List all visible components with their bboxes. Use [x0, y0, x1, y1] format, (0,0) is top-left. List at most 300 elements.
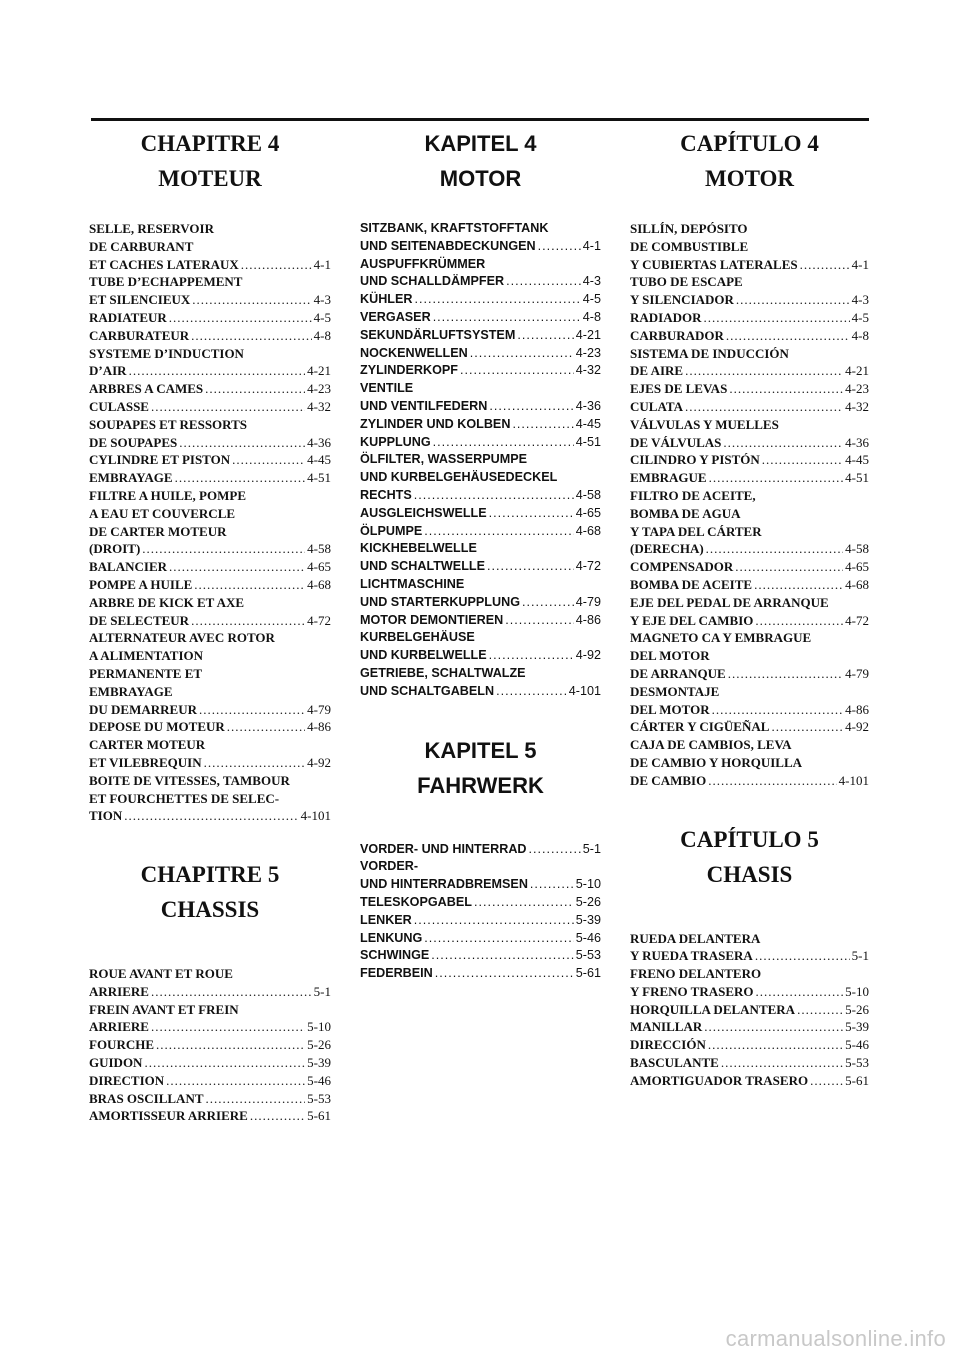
toc-entry-page: 5-53 — [307, 1090, 331, 1106]
toc-entry-page: 5-61 — [307, 1108, 331, 1124]
toc-entry-page: 5-39 — [575, 912, 601, 927]
toc-entry-page: 4-1 — [313, 256, 331, 272]
dot-leader — [489, 398, 573, 416]
toc-entry-page: 5-10 — [845, 983, 869, 999]
dot-leader — [124, 807, 298, 825]
chapter-heading-de-5 — [360, 733, 601, 803]
toc-entry[interactable] — [360, 894, 601, 912]
dot-leader — [736, 291, 850, 309]
chapter-heading-fr-4 — [89, 126, 331, 196]
toc-entry[interactable] — [89, 327, 331, 345]
dot-leader — [489, 505, 574, 523]
toc-entry-page: 4-3 — [313, 292, 331, 308]
toc-entry-title-line: D’AIR — [89, 363, 127, 379]
toc-entry[interactable] — [89, 1072, 331, 1090]
toc-entry-row — [360, 434, 601, 452]
toc-entry-title-line: LENKUNG — [360, 930, 423, 945]
dot-leader — [723, 434, 843, 452]
toc-entry-title-line: Y TAPA DEL CÁRTER — [630, 523, 762, 539]
toc-entry-page: 4-101 — [300, 808, 331, 824]
toc-entry-title-line: ZYLINDERKOPF — [360, 363, 458, 378]
dot-leader — [142, 540, 305, 558]
toc-entry-row — [360, 309, 601, 327]
toc-entry[interactable] — [630, 629, 869, 682]
toc-entry-title-line: DEL MOTOR — [630, 701, 710, 717]
toc-entry-page: 5-46 — [845, 1037, 869, 1053]
toc-entry-page: 4-21 — [845, 363, 869, 379]
toc-entry-row — [630, 451, 869, 469]
toc-entry-row — [630, 309, 869, 327]
toc-entry-title-line: SELLE, RESERVOIR — [89, 221, 214, 236]
toc-entry-row — [360, 965, 601, 983]
toc-entry-title-line: FOURCHE — [89, 1037, 154, 1053]
dot-leader — [530, 876, 574, 894]
dot-leader — [204, 754, 306, 772]
toc-entry[interactable] — [89, 416, 331, 452]
toc-entry-page: 5-53 — [845, 1055, 869, 1071]
toc-entry[interactable] — [89, 772, 331, 825]
toc-entry-title-line: UND KURBELWELLE — [360, 648, 487, 663]
toc-list-de-5 — [360, 841, 601, 983]
toc-entry[interactable] — [360, 858, 601, 894]
toc-entry[interactable] — [89, 1001, 331, 1037]
toc-entry-title-line: Y FRENO TRASERO — [630, 983, 754, 999]
dot-leader — [708, 1036, 843, 1054]
dot-leader — [517, 327, 573, 345]
toc-entry[interactable] — [630, 451, 869, 469]
toc-entry[interactable] — [89, 1107, 331, 1125]
toc-entry[interactable] — [89, 1036, 331, 1054]
toc-entry[interactable] — [630, 558, 869, 576]
toc-entry-title-line: KURBELGEHÄUSE — [360, 630, 475, 645]
toc-entry[interactable] — [630, 930, 869, 966]
dot-leader — [169, 558, 305, 576]
toc-entry-row — [89, 807, 331, 825]
toc-list-es-5 — [630, 930, 869, 1090]
toc-entry-title-line: DIRECCIÓN — [630, 1037, 706, 1053]
toc-entry-page: 4-51 — [845, 470, 869, 486]
toc-entry-row — [89, 291, 331, 309]
dot-leader — [129, 362, 306, 380]
dot-leader — [754, 576, 843, 594]
toc-entry[interactable] — [89, 594, 331, 630]
toc-entry-page: 4-8 — [582, 309, 601, 324]
toc-entry-page: 5-26 — [845, 1001, 869, 1017]
toc-entry[interactable] — [360, 416, 601, 434]
dot-leader — [431, 947, 574, 965]
toc-entry-row — [360, 558, 601, 576]
dot-leader — [250, 1107, 305, 1125]
toc-entry-page: 4-5 — [851, 309, 869, 325]
toc-entry-title-line: FREIN AVANT ET FREIN — [89, 1001, 239, 1017]
toc-entry-row — [360, 273, 601, 291]
toc-entry-title-line: BOMBA DE ACEITE — [630, 576, 753, 592]
toc-entry-row — [89, 362, 331, 380]
toc-entry-page: 4-79 — [307, 701, 331, 717]
toc-entry[interactable] — [630, 327, 869, 345]
dot-leader — [192, 291, 311, 309]
toc-entry-title-line: VORDER- UND HINTERRAD — [360, 841, 527, 856]
toc-entry-row — [630, 665, 869, 683]
toc-entry[interactable] — [89, 220, 331, 273]
toc-entry-row — [89, 1036, 331, 1054]
toc-entry[interactable] — [360, 434, 601, 452]
toc-entry[interactable] — [89, 469, 331, 487]
toc-entry[interactable] — [89, 309, 331, 327]
toc-entry-title-line: EMBRAYAGE — [89, 470, 173, 486]
toc-entry-page: 4-68 — [307, 576, 331, 592]
toc-entry[interactable] — [360, 965, 601, 983]
dot-leader — [709, 469, 844, 487]
dot-leader — [506, 273, 581, 291]
toc-entry[interactable] — [630, 469, 869, 487]
dot-leader — [424, 930, 574, 948]
toc-entry-row — [360, 416, 601, 434]
toc-entry-row — [360, 841, 601, 859]
toc-entry-title-line: KICKHEBELWELLE — [360, 541, 477, 556]
toc-entry-page: 4-21 — [575, 327, 601, 342]
toc-entry-page: 4-86 — [575, 612, 601, 627]
toc-entry-row — [360, 947, 601, 965]
toc-entry[interactable] — [360, 612, 601, 630]
toc-entry[interactable] — [89, 718, 331, 736]
toc-entry[interactable] — [89, 1054, 331, 1072]
toc-entry-row — [89, 612, 331, 630]
chapter-title: MOTOR — [439, 166, 522, 191]
dot-leader — [433, 434, 574, 452]
dot-leader — [797, 1001, 843, 1019]
toc-entry-title-line: KUPPLUNG — [360, 434, 431, 449]
toc-entry[interactable] — [360, 327, 601, 345]
dot-leader — [414, 487, 574, 505]
toc-entry-title-line: BASCULANTE — [630, 1055, 719, 1071]
chapter-heading-es-4 — [630, 126, 869, 196]
toc-entry-page: 4-32 — [845, 398, 869, 414]
toc-entry[interactable] — [89, 629, 331, 718]
toc-entry-page: 4-3 — [851, 292, 869, 308]
dot-leader — [756, 983, 844, 1001]
toc-entry-title-line: BRAS OSCILLANT — [89, 1090, 204, 1106]
toc-entry-page: 5-46 — [575, 930, 601, 945]
toc-entry-page: 4-86 — [845, 701, 869, 717]
dot-leader — [755, 947, 850, 965]
toc-entry[interactable] — [360, 345, 601, 363]
dot-leader — [771, 718, 843, 736]
dot-leader — [522, 594, 574, 612]
toc-entry-row — [360, 683, 601, 701]
toc-entry-row — [630, 362, 869, 380]
toc-entry-row — [89, 309, 331, 327]
toc-entry-page: 4-58 — [307, 541, 331, 557]
toc-entry[interactable] — [630, 416, 869, 452]
toc-entry-row — [630, 576, 869, 594]
toc-entry-title-line: DE CAMBIO — [630, 772, 707, 788]
dot-leader — [685, 362, 843, 380]
toc-entry[interactable] — [360, 220, 601, 256]
toc-entry[interactable] — [360, 947, 601, 965]
toc-entry-title-line: FILTRO DE ACEITE, — [630, 487, 756, 503]
toc-entry-title-line: AUSGLEICHSWELLE — [360, 505, 487, 520]
chapter-number: CAPÍTULO 5 — [680, 826, 819, 852]
toc-entry[interactable] — [630, 594, 869, 630]
toc-list-es-4 — [630, 220, 869, 790]
toc-entry-page: 4-5 — [313, 309, 331, 325]
toc-entry-title-line: SITZBANK, KRAFTSTOFFTANK — [360, 221, 549, 235]
toc-entry-row — [630, 291, 869, 309]
chapter-number: CHAPITRE 5 — [140, 862, 280, 888]
toc-entry[interactable] — [360, 291, 601, 309]
toc-entry-row — [630, 1001, 869, 1019]
toc-entry-title-line: SYSTEME D’INDUCTION — [89, 345, 244, 361]
watermark: carmanualsonline.info — [725, 1326, 946, 1351]
toc-entry[interactable] — [630, 1072, 869, 1090]
column-german — [360, 126, 601, 983]
chapter-heading-fr-5 — [89, 857, 331, 927]
toc-entry[interactable] — [630, 965, 869, 1001]
toc-entry-page: 5-46 — [307, 1072, 331, 1088]
toc-entry-row — [360, 291, 601, 309]
toc-entry-page: 4-21 — [307, 363, 331, 379]
toc-entry-row — [360, 238, 601, 256]
toc-entry[interactable] — [89, 451, 331, 469]
toc-entry-row — [89, 256, 331, 274]
dot-leader — [435, 965, 574, 983]
toc-entry[interactable] — [630, 380, 869, 398]
toc-entry-row — [630, 701, 869, 719]
toc-entry-title-line: A EAU ET COUVERCLE — [89, 505, 236, 521]
toc-entry-page: 4-23 — [307, 381, 331, 397]
toc-entry-title-line: UND SCHALTGABELN — [360, 683, 495, 698]
toc-entry-page: 5-10 — [307, 1019, 331, 1035]
toc-entry-row — [89, 451, 331, 469]
dot-leader — [232, 451, 305, 469]
toc-entry[interactable] — [360, 629, 601, 665]
toc-list-fr-4 — [89, 220, 331, 825]
dot-leader — [489, 647, 574, 665]
toc-entry-title-line: DE CARBURANT — [89, 238, 194, 254]
toc-entry-page: 4-3 — [582, 274, 601, 289]
toc-entry-title-line: BALANCIER — [89, 559, 168, 575]
toc-list-de-4 — [360, 220, 601, 701]
toc-entry-title-line: ET SILENCIEUX — [89, 292, 191, 308]
toc-entry-page: 4-1 — [851, 256, 869, 272]
toc-entry[interactable] — [360, 930, 601, 948]
toc-entry-title-line: CULATA — [630, 398, 683, 414]
toc-entry-page: 5-10 — [575, 877, 601, 892]
toc-entry-row — [630, 1072, 869, 1090]
toc-entry-row — [89, 983, 331, 1001]
toc-entry-page: 4-23 — [845, 381, 869, 397]
toc-entry-page: 4-45 — [575, 416, 601, 431]
toc-entry-row — [89, 576, 331, 594]
toc-entry-row — [360, 894, 601, 912]
dot-leader — [712, 701, 844, 719]
toc-entry-title-line: UND HINTERRADBREMSEN — [360, 877, 528, 892]
toc-entry[interactable] — [89, 965, 331, 1001]
toc-entry-title-line: GUIDON — [89, 1055, 143, 1071]
toc-entry-title-line: ÖLPUMPE — [360, 523, 423, 538]
toc-entry[interactable] — [89, 487, 331, 558]
toc-entry-title-line: FRENO DELANTERO — [630, 966, 762, 982]
toc-entry[interactable] — [630, 345, 869, 381]
toc-entry[interactable] — [630, 309, 869, 327]
toc-entry-row — [360, 487, 601, 505]
dot-leader — [175, 469, 306, 487]
toc-entry-title-line: UND STARTERKUPPLUNG — [360, 594, 520, 609]
toc-entry[interactable] — [630, 683, 869, 719]
toc-entry-row — [630, 558, 869, 576]
toc-entry-row — [630, 718, 869, 736]
dot-leader — [505, 612, 574, 630]
toc-entry-title-line: Y CUBIERTAS LATERALES — [630, 256, 798, 272]
toc-entry-page: 4-72 — [575, 559, 601, 574]
toc-entry[interactable] — [360, 576, 601, 612]
toc-entry-title-line: VÁLVULAS Y MUELLES — [630, 416, 779, 432]
toc-entry[interactable] — [89, 345, 331, 381]
toc-entry-title-line: TUBO DE ESCAPE — [630, 274, 743, 290]
toc-entry[interactable] — [89, 380, 331, 398]
toc-entry[interactable] — [89, 576, 331, 594]
toc-entry[interactable] — [360, 309, 601, 327]
toc-entry-page: 5-1 — [313, 983, 331, 999]
toc-entry[interactable] — [89, 273, 331, 309]
toc-entry-title-line: Y EJE DEL CAMBIO — [630, 612, 754, 628]
toc-entry[interactable] — [360, 665, 601, 701]
toc-entry-title-line: DE SOUPAPES — [89, 434, 178, 450]
dot-leader — [474, 894, 574, 912]
toc-entry-title-line: ET FOURCHETTES DE SELEC- — [89, 790, 280, 806]
toc-entry-page: 4-68 — [575, 523, 601, 538]
chapter-number: CHAPITRE 4 — [140, 131, 280, 156]
toc-entry-title-line: TION — [89, 808, 123, 824]
toc-entry-row — [630, 469, 869, 487]
toc-entry-title-line: ARBRES A CAMES — [89, 381, 204, 397]
toc-entry[interactable] — [630, 398, 869, 416]
toc-entry-page: 4-58 — [575, 487, 601, 502]
dot-leader — [191, 612, 305, 630]
toc-entry-title-line: DE SELECTEUR — [89, 612, 190, 628]
toc-entry-title-line: DU DEMARREUR — [89, 701, 197, 717]
toc-entry-row — [89, 1090, 331, 1108]
chapter-number: KAPITEL 4 — [424, 131, 537, 156]
toc-entry-page: 4-58 — [845, 541, 869, 557]
dot-leader — [206, 1090, 306, 1108]
toc-entry-page: 4-32 — [307, 398, 331, 414]
toc-entry[interactable] — [630, 1054, 869, 1072]
toc-entry[interactable] — [630, 736, 869, 789]
dot-leader — [735, 558, 843, 576]
toc-entry-page: 5-1 — [582, 841, 601, 856]
toc-entry[interactable] — [630, 273, 869, 309]
toc-entry[interactable] — [630, 220, 869, 273]
toc-entry[interactable] — [360, 362, 601, 380]
toc-entry-row — [89, 1054, 331, 1072]
dot-leader — [199, 701, 305, 719]
toc-entry-title-line: DE CAMBIO Y HORQUILLA — [630, 754, 803, 770]
toc-entry[interactable] — [89, 736, 331, 772]
toc-entry-title-line: SCHWINGE — [360, 948, 430, 963]
toc-entry[interactable] — [630, 718, 869, 736]
chapter-heading-es-5 — [630, 822, 869, 892]
dot-leader — [460, 362, 574, 380]
toc-entry-title-line: EMBRAGUE — [630, 470, 707, 486]
chapter-title: CHASSIS — [160, 897, 260, 923]
toc-list-fr-5 — [89, 965, 331, 1125]
toc-entry[interactable] — [360, 505, 601, 523]
dot-leader — [762, 451, 843, 469]
toc-entry[interactable] — [630, 487, 869, 558]
toc-entry-title-line: Y RUEDA TRASERA — [630, 948, 753, 964]
toc-entry-title-line: Y SILENCIADOR — [630, 292, 734, 308]
toc-entry-row — [630, 1018, 869, 1036]
toc-entry[interactable] — [360, 540, 601, 576]
toc-entry-title-line: HORQUILLA DELANTERA — [630, 1001, 796, 1017]
toc-entry[interactable] — [630, 1036, 869, 1054]
toc-entry-title-line: UND SCHALLDÄMPFER — [360, 274, 505, 289]
toc-entry[interactable] — [360, 912, 601, 930]
toc-entry-row — [89, 718, 331, 736]
toc-entry-row — [360, 523, 601, 541]
toc-entry[interactable] — [89, 558, 331, 576]
toc-entry-page: 4-65 — [307, 559, 331, 575]
toc-entry-row — [89, 558, 331, 576]
dot-leader — [191, 327, 312, 345]
dot-leader — [169, 309, 312, 327]
toc-entry[interactable] — [360, 841, 601, 859]
toc-entry[interactable] — [360, 523, 601, 541]
toc-entry-title-line: DE COMBUSTIBLE — [630, 238, 749, 254]
chapter-title: MOTOR — [704, 166, 795, 191]
toc-entry-title-line: A ALIMENTATION — [89, 648, 204, 664]
toc-entry[interactable] — [360, 256, 601, 292]
toc-entry-title-line: EMBRAYAGE — [89, 683, 173, 699]
dot-leader — [538, 238, 581, 256]
toc-entry-page: 4-32 — [575, 363, 601, 378]
toc-entry[interactable] — [630, 1018, 869, 1036]
toc-entry-title-line: MAGNETO CA Y EMBRAGUE — [630, 630, 812, 646]
toc-entry-title-line: ET CACHES LATERAUX — [89, 256, 239, 272]
toc-entry-title-line: SEKUNDÄRLUFTSYSTEM — [360, 327, 516, 342]
toc-entry[interactable] — [630, 576, 869, 594]
toc-entry-page: 4-36 — [845, 434, 869, 450]
toc-entry-row — [360, 912, 601, 930]
toc-entry-row — [360, 362, 601, 380]
toc-entry-page: 5-61 — [845, 1072, 869, 1088]
toc-entry-title-line: ARRIERE — [89, 1019, 149, 1035]
toc-entry[interactable] — [89, 1090, 331, 1108]
toc-entry[interactable] — [630, 1001, 869, 1019]
toc-entry-row — [89, 1107, 331, 1125]
toc-entry-title-line: CARBURADOR — [630, 327, 724, 343]
toc-entry-row — [89, 1072, 331, 1090]
dot-leader — [144, 1054, 305, 1072]
dot-leader — [810, 1072, 843, 1090]
toc-entry-row — [360, 327, 601, 345]
column-spanish — [630, 126, 869, 1090]
toc-entry-title-line: DE VÁLVULAS — [630, 434, 722, 450]
toc-entry-page: 4-36 — [307, 434, 331, 450]
toc-entry-title-line: VERGASER — [360, 309, 431, 324]
toc-entry-row — [630, 380, 869, 398]
toc-entry-page: 5-1 — [851, 948, 869, 964]
toc-entry-title-line: DE AIRE — [630, 363, 684, 379]
toc-entry-row — [630, 540, 869, 558]
toc-entry[interactable] — [360, 380, 601, 416]
toc-entry-row — [89, 754, 331, 772]
toc-entry[interactable] — [89, 398, 331, 416]
toc-entry-title-line: SILLÍN, DEPÓSITO — [630, 221, 748, 236]
toc-entry[interactable] — [360, 451, 601, 504]
